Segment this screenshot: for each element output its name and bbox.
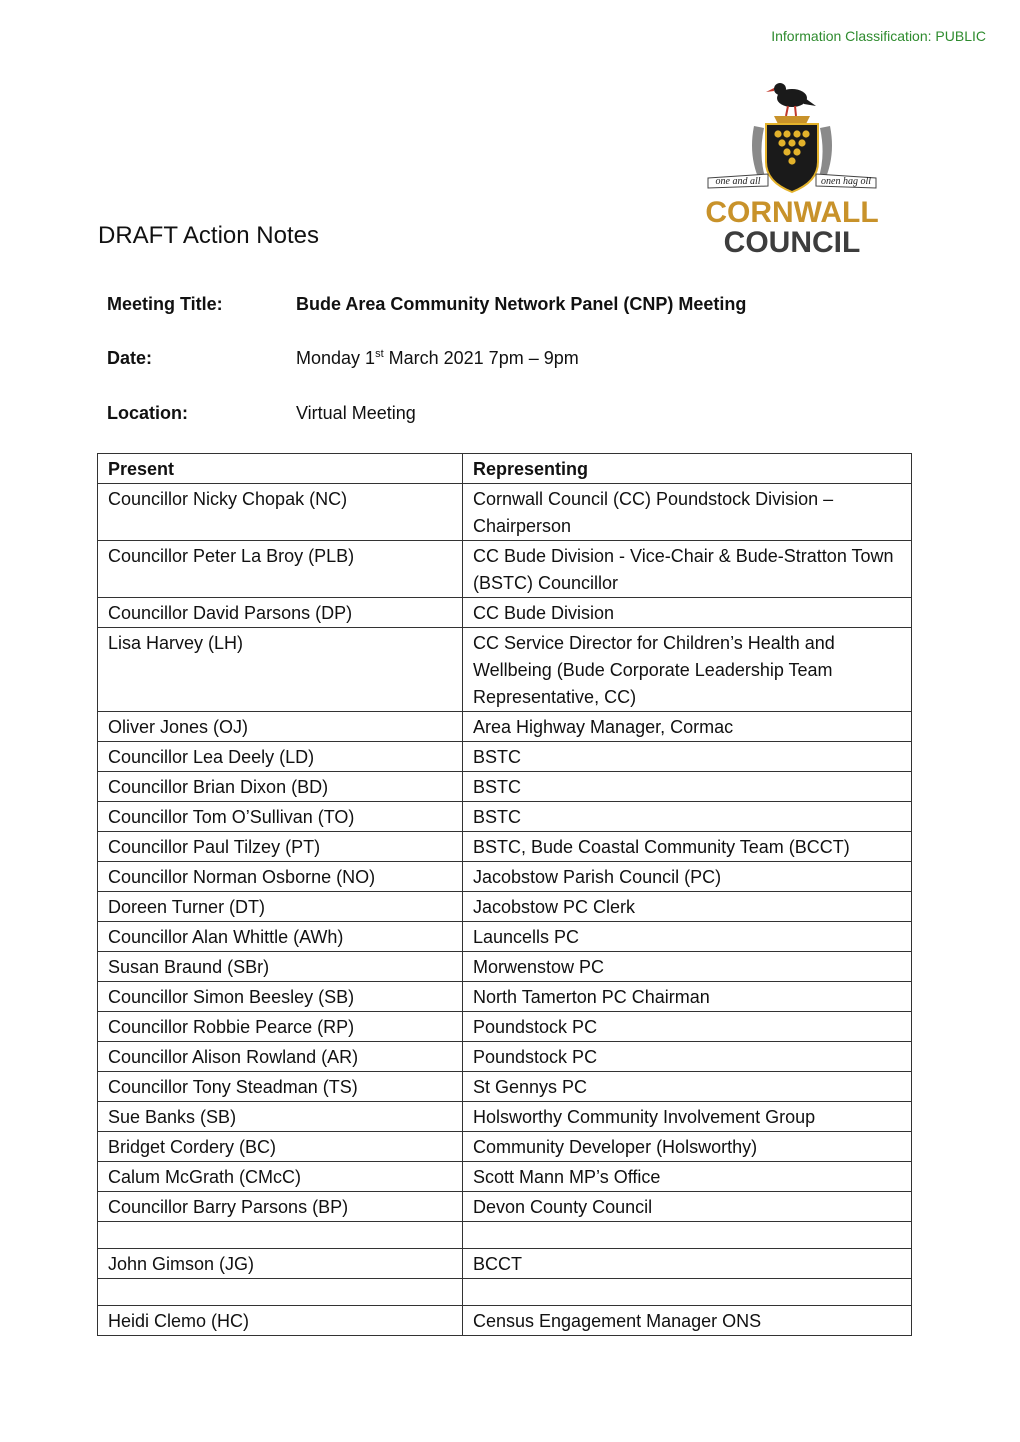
- table-row: [98, 1222, 912, 1249]
- present-cell: Sue Banks (SB): [98, 1102, 463, 1132]
- document-title: DRAFT Action Notes: [98, 222, 319, 249]
- logo-line2: COUNCIL: [723, 226, 861, 259]
- svg-text:onen hag oll: onen hag oll: [821, 176, 871, 187]
- table-row: [98, 1072, 912, 1102]
- table-row: [98, 712, 912, 742]
- present-cell: Oliver Jones (OJ): [98, 712, 463, 742]
- present-cell: Heidi Clemo (HC): [98, 1306, 463, 1336]
- representing-cell: Devon County Council: [463, 1192, 912, 1222]
- present-cell: [98, 1222, 463, 1249]
- present-cell: Councillor Paul Tilzey (PT): [98, 832, 463, 862]
- representing-cell: [463, 1222, 912, 1249]
- representing-cell: St Gennys PC: [463, 1072, 912, 1102]
- present-cell: Councillor David Parsons (DP): [98, 598, 463, 628]
- table-row: [98, 862, 912, 892]
- table-row: [98, 1132, 912, 1162]
- present-cell: Councillor Lea Deely (LD): [98, 742, 463, 772]
- present-cell: Councillor Simon Beesley (SB): [98, 982, 463, 1012]
- classification-label: Information Classification: PUBLIC: [771, 28, 986, 44]
- representing-cell: CC Service Director for Children’s Health and Wellbeing (Bude Corporate Leadership Team Representative, CC): [463, 628, 912, 712]
- table-row: [98, 1102, 912, 1132]
- svg-text:one and all: one and all: [715, 176, 761, 187]
- table-row: [98, 1279, 912, 1306]
- table-row: [98, 832, 912, 862]
- representing-cell: Holsworthy Community Involvement Group: [463, 1102, 912, 1132]
- representing-cell: Launcells PC: [463, 922, 912, 952]
- meeting-location-value: Virtual Meeting: [296, 403, 416, 423]
- table-row: [98, 802, 912, 832]
- representing-cell: BSTC: [463, 742, 912, 772]
- column-header-representing: Representing: [463, 454, 912, 484]
- representing-cell: BSTC: [463, 772, 912, 802]
- representing-cell: Area Highway Manager, Cormac: [463, 712, 912, 742]
- table-row: [98, 772, 912, 802]
- meeting-date-value: Monday 1st March 2021 7pm – 9pm: [296, 348, 579, 368]
- logo-line1: CORNWALL: [705, 196, 879, 229]
- table-row: [98, 541, 912, 598]
- table-row: [98, 628, 912, 712]
- table-row: [98, 598, 912, 628]
- table-row: [98, 1012, 912, 1042]
- table-row: [98, 484, 912, 541]
- present-cell: Councillor Peter La Broy (PLB): [98, 541, 463, 598]
- present-cell: Councillor Norman Osborne (NO): [98, 862, 463, 892]
- representing-cell: CC Bude Division: [463, 598, 912, 628]
- present-cell: Councillor Tony Steadman (TS): [98, 1072, 463, 1102]
- present-cell: Councillor Brian Dixon (BD): [98, 772, 463, 802]
- crown-icon: [774, 116, 810, 124]
- cornwall-council-logo: [694, 76, 890, 260]
- present-cell: Councillor Tom O’Sullivan (TO): [98, 802, 463, 832]
- representing-cell: North Tamerton PC Chairman: [463, 982, 912, 1012]
- present-cell: Doreen Turner (DT): [98, 892, 463, 922]
- present-cell: Councillor Alison Rowland (AR): [98, 1042, 463, 1072]
- representing-cell: Scott Mann MP’s Office: [463, 1162, 912, 1192]
- column-header-present: Present: [98, 454, 463, 484]
- table-row: [98, 892, 912, 922]
- representing-cell: Morwenstow PC: [463, 952, 912, 982]
- present-cell: Councillor Nicky Chopak (NC): [98, 484, 463, 541]
- table-row: [98, 1042, 912, 1072]
- chough-icon: [766, 83, 816, 116]
- present-cell: [98, 1279, 463, 1306]
- table-row: [98, 1306, 912, 1336]
- representing-cell: CC Bude Division - Vice-Chair & Bude-Stratton Town (BSTC) Councillor: [463, 541, 912, 598]
- table-row: [98, 952, 912, 982]
- representing-cell: Census Engagement Manager ONS: [463, 1306, 912, 1336]
- council-crest-icon: [694, 76, 890, 260]
- representing-cell: Cornwall Council (CC) Poundstock Division – Chairperson: [463, 484, 912, 541]
- present-cell: Calum McGrath (CMcC): [98, 1162, 463, 1192]
- meeting-title-value: Bude Area Community Network Panel (CNP) Meeting: [296, 294, 747, 314]
- table-row: [98, 982, 912, 1012]
- present-cell: Councillor Robbie Pearce (RP): [98, 1012, 463, 1042]
- present-cell: Councillor Barry Parsons (BP): [98, 1192, 463, 1222]
- meeting-title-label: Meeting Title:: [107, 294, 223, 314]
- present-cell: Councillor Alan Whittle (AWh): [98, 922, 463, 952]
- representing-cell: BCCT: [463, 1249, 912, 1279]
- representing-cell: Poundstock PC: [463, 1012, 912, 1042]
- representing-cell: Jacobstow Parish Council (PC): [463, 862, 912, 892]
- representing-cell: Poundstock PC: [463, 1042, 912, 1072]
- table-row: [98, 922, 912, 952]
- representing-cell: [463, 1279, 912, 1306]
- meeting-date-label: Date:: [107, 348, 153, 368]
- attendance-header-row: [98, 454, 912, 484]
- present-cell: Lisa Harvey (LH): [98, 628, 463, 712]
- representing-cell: BSTC, Bude Coastal Community Team (BCCT): [463, 832, 912, 862]
- present-cell: Bridget Cordery (BC): [98, 1132, 463, 1162]
- representing-cell: Jacobstow PC Clerk: [463, 892, 912, 922]
- table-row: [98, 1192, 912, 1222]
- meeting-location-label: Location:: [107, 403, 188, 423]
- table-row: [98, 742, 912, 772]
- present-cell: Susan Braund (SBr): [98, 952, 463, 982]
- representing-cell: BSTC: [463, 802, 912, 832]
- table-row: [98, 1162, 912, 1192]
- representing-cell: Community Developer (Holsworthy): [463, 1132, 912, 1162]
- present-cell: John Gimson (JG): [98, 1249, 463, 1279]
- attendance-table: [97, 453, 912, 1336]
- table-row: [98, 1249, 912, 1279]
